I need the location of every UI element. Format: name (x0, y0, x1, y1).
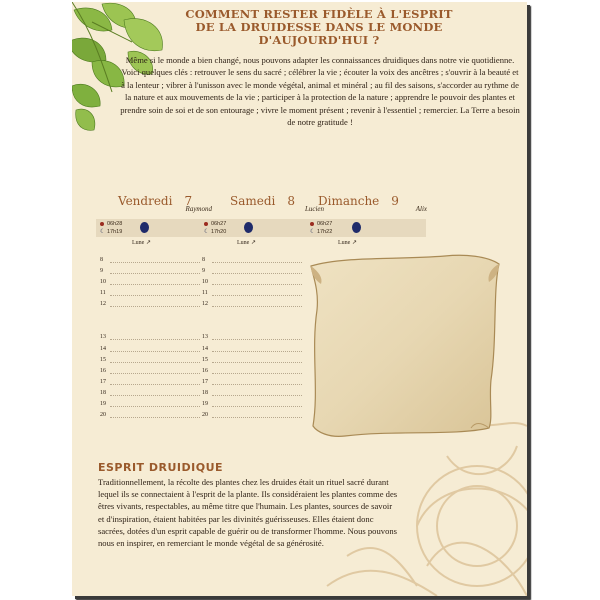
hour-row[interactable]: 12 (100, 300, 200, 311)
moon-crescent-icon: ☾ (310, 229, 316, 235)
day-number: 9 (391, 194, 399, 208)
moon-crescent-icon: ☾ (100, 229, 106, 235)
section-text: Traditionnellement, la récolte des plantes chez les druides était un rituel sacré durant lequel ils se connectaient à l'esprit de la plante. Ils considéraient les plantes comme des êtres vivants, respectables, au même titre que l'humain. Les plantes, sources de savoir et d'inspiration, étaient habitées par les divinités guérisseuses. Elles étaient donc sacrées, dotées d'un esprit capable de guérir ou de transformer l'homme. Nous pouvons nous en inspirer, en remerciant le monde végétal de sa générosité. (98, 477, 398, 549)
arrow-up-right-icon: ↗ (351, 240, 357, 246)
moon-phase-icon (140, 222, 149, 233)
moon-label: Lune (338, 240, 351, 246)
hour-row[interactable]: 13 (202, 333, 302, 344)
hour-row[interactable]: 18 (202, 389, 302, 400)
hour-row[interactable]: 9 (202, 267, 302, 278)
hour-row[interactable]: 17 (202, 378, 302, 389)
day-name: Samedi (230, 194, 276, 208)
sunrise-time: 06h27 (211, 221, 227, 227)
day-name: Vendredi (118, 194, 173, 208)
sun-times-saturday (204, 220, 274, 236)
hour-row[interactable]: 19 (202, 400, 302, 411)
moon-phase-icon (352, 222, 361, 233)
hour-row[interactable]: 11 (100, 289, 200, 300)
sun-moon-bar (96, 219, 426, 237)
hour-row[interactable]: 9 (100, 267, 200, 278)
hour-row[interactable]: 15 (100, 356, 200, 367)
day-number: 8 (287, 194, 296, 208)
hour-row[interactable]: 13 (100, 333, 200, 344)
sunrise-dot-icon (310, 222, 314, 226)
hour-row[interactable]: 8 (100, 256, 200, 267)
moon-crescent-icon: ☾ (204, 229, 210, 235)
hour-row[interactable]: 17 (100, 378, 200, 389)
sunrise-time: 06h28 (107, 221, 123, 227)
hour-row[interactable]: 19 (100, 400, 200, 411)
article-intro: Même si le monde a bien changé, nous pouvons adapter les connaissances druidiques dans notre vie quotidienne. Voici quelques clés : retrouver le sens du sacré ; célébrer la vie ; écouter la voix des ancêtres ; s'ouvrir à la beauté et à la lenteur ; vibrer à l'unisson avec le monde végétal, animal et minéral ; au fil des saisons, s'accorder au rythme de la nature et aux mouvements de la vie ; participer à la protection de la nature ; apprendre le pouvoir des plantes et prendre soin de soi et de son entourage ; vivre le moment présent ; revenir à l'essentiel ; remercier. La Terre a besoin de notre gratitude ! (120, 55, 520, 128)
hour-row[interactable]: 15 (202, 356, 302, 367)
day-header-friday (118, 190, 218, 213)
hour-row[interactable]: 20 (202, 411, 302, 422)
days-header (98, 190, 428, 216)
moon-label-sunday (338, 239, 357, 246)
moon-label-friday (132, 239, 151, 246)
article-title: COMMENT RESTER FIDÈLE À L'ESPRIT DE LA DRUIDESSE DANS LE MONDE D'AUJOURD'HUI ? (185, 7, 453, 47)
hours-column-saturday (202, 256, 302, 422)
hour-row[interactable]: 20 (100, 411, 200, 422)
day-header-sunday (318, 190, 433, 213)
sunrise-dot-icon (204, 222, 208, 226)
sunrise-dot-icon (100, 222, 104, 226)
sunset-time: 17h22 (317, 229, 333, 235)
hour-row[interactable]: 18 (100, 389, 200, 400)
hour-row[interactable]: 11 (202, 289, 302, 300)
saint-name: Lucien (304, 205, 324, 213)
sun-times-friday (100, 220, 170, 236)
hour-row[interactable]: 16 (202, 367, 302, 378)
section-title: ESPRIT DRUIDIQUE (98, 461, 224, 474)
saint-name: Raymond (185, 205, 212, 213)
saint-name: Alix (415, 205, 427, 213)
hour-row[interactable]: 10 (100, 278, 200, 289)
moon-label: Lune (237, 240, 250, 246)
moon-label: Lune (132, 240, 145, 246)
day-name: Dimanche (318, 194, 380, 208)
hour-row[interactable]: 10 (202, 278, 302, 289)
parchment-scroll (305, 250, 505, 440)
hour-row[interactable]: 8 (202, 256, 302, 267)
sun-times-sunday (310, 220, 380, 236)
moon-phase-icon (244, 222, 253, 233)
hour-row[interactable]: 14 (100, 345, 200, 356)
sunset-time: 17h19 (107, 229, 123, 235)
hours-column-friday (100, 256, 200, 422)
hour-row[interactable]: 12 (202, 300, 302, 311)
agenda-page (72, 2, 527, 596)
arrow-up-right-icon: ↗ (250, 240, 256, 246)
sunrise-time: 06h27 (317, 221, 333, 227)
hour-row[interactable]: 14 (202, 345, 302, 356)
sunset-time: 17h20 (211, 229, 227, 235)
day-header-saturday (230, 190, 330, 213)
day-number: 7 (184, 194, 193, 208)
hour-row[interactable]: 16 (100, 367, 200, 378)
arrow-up-right-icon: ↗ (145, 240, 151, 246)
moon-label-saturday (237, 239, 256, 246)
